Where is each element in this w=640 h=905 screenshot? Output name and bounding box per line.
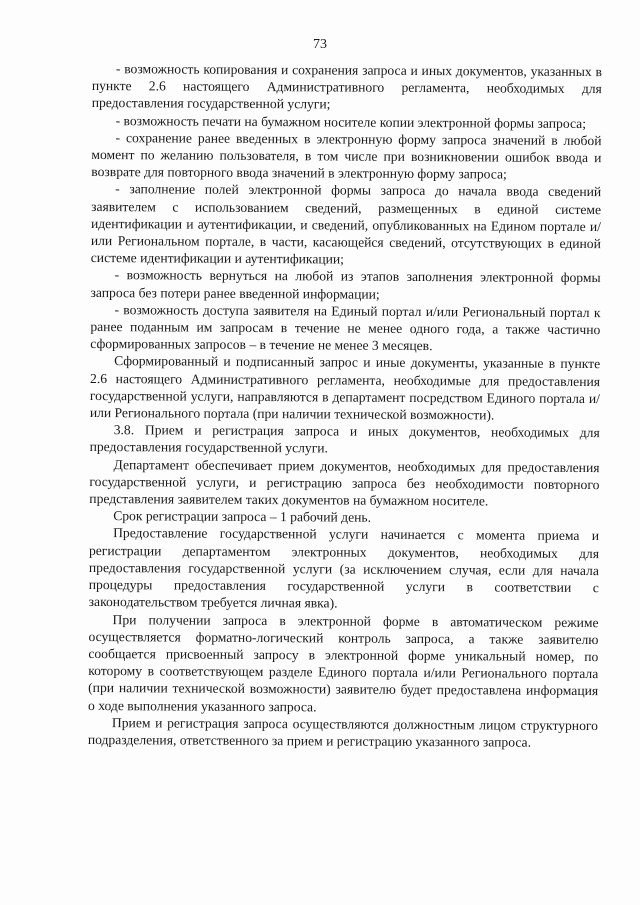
paragraph-save-values: - сохранение ранее введенных в электронную форму запроса значений в любой момент по желанию пользователя, в том числе при возникновении ошибок ввода и возврате для повторного ввода значений в электронную форму запроса;	[91, 129, 602, 182]
paragraph-submission: Сформированный и подписанный запрос и иные документы, указанные в пункте 2.6 настоящего Административного регламента, необходимые для предоставления государственной услуги, направляются в департамент посредством Единого портала и/или Регионального портала (при наличии технической возможности).	[89, 353, 601, 423]
paragraph-print: - возможность печати на бумажном носителе копии электронной формы запроса;	[115, 112, 587, 131]
paragraph-service-start: Предоставление государственной услуги начинается с момента приема и регистрации департаментом электронных документов, необходимых для предоставления государственной услуги (за исключением случая, если для начала процедуры предоставления государственной услуги в соответствии с законодательством требуется личная явка).	[88, 525, 600, 611]
paragraph-responsible-official: Прием и регистрация запроса осуществляются должностным лицом структурного подразделения, ответственного за прием и регистрацию указанного запроса.	[87, 714, 598, 750]
page-number: 73	[313, 37, 327, 52]
paragraph-department-reception: Департамент обеспечивает прием документов, необходимых для предоставления государственной услуги, и регистрацию запроса без необходимости повторного представления заявителем таких документов на бумажном носителе.	[89, 456, 600, 509]
paragraph-access-history: - возможность доступа заявителя на Единый портал и/или Региональный портал к ранее поданным им запросам в течение не менее одного года, а также частично сформированных запросов – в течение не менее 3 месяцев.	[90, 301, 601, 354]
section-heading-3-8: 3.8. Прием и регистрация запроса и иных документов, необходимых для предоставления государственной услуги.	[89, 422, 600, 456]
paragraph-format-control: При получении запроса в электронной форме в автоматическом режиме осуществляется форматно-логический контроль запроса, а также заявителю сообщается присвоенный запросу в электронной форме уникальный номер, по которому в соответствующем разделе Единого портала и/или Регионального портала (при наличии технической возможности) заявителю будет предоставлена информация о ходе выполнения указанного запроса.	[88, 611, 599, 714]
paragraph-copy-save: - возможность копирования и сохранения запроса и иных документов, указанных в пункте 2.6 настоящего Административного регламента, необходимых для предоставления государственной услуги;	[91, 61, 602, 112]
paragraph-autofill: - заполнение полей электронной формы запроса до начала ввода сведений заявителем с использованием сведений, размещенных в единой системе идентификации и аутентификации, и сведений, опубликованных на Едином портале и/или Региональном портале, в части, касающейся сведений, отсутствующих в единой системе идентификации и аутентификации;	[90, 181, 602, 267]
paragraph-registration-term: Срок регистрации запроса – 1 рабочий день.	[113, 508, 372, 525]
paragraph-return-step: - возможность вернуться на любой из этапов заполнения электронной формы запроса без потери ранее введенной информации;	[90, 267, 601, 302]
document-body	[88, 60, 602, 751]
